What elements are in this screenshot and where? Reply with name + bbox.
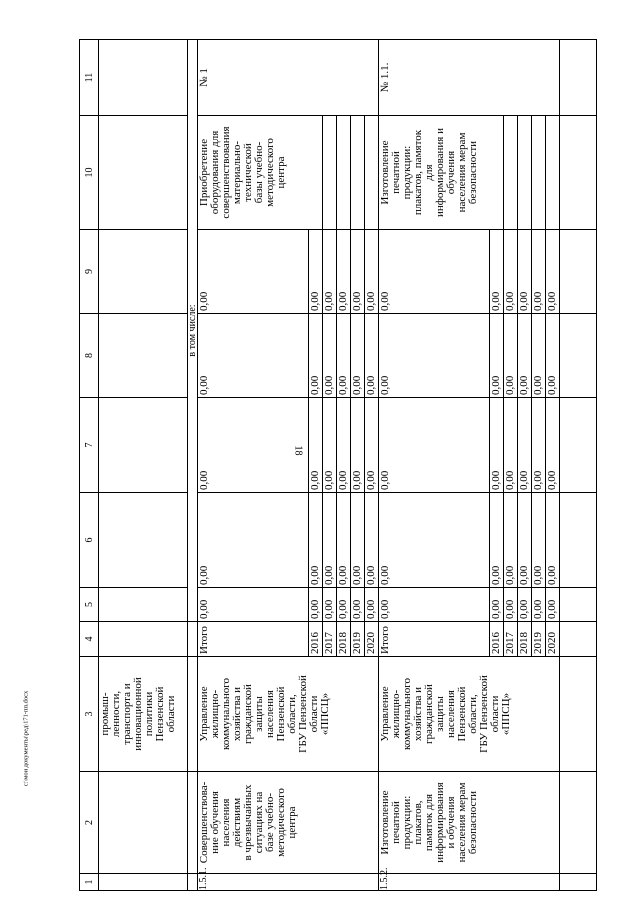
year-value: 0,00 — [351, 314, 365, 398]
year-value: 0,00 — [532, 398, 546, 493]
total-col8: 0,00 — [198, 314, 309, 398]
year-label: 2018 — [518, 622, 532, 657]
year-value: 0,00 — [490, 493, 504, 588]
total-col6: 0,00 — [379, 493, 490, 588]
col-header-11: 11 — [80, 40, 99, 116]
activity-executor: Управление жилищно- коммунального хозяйства и гражданской защиты населения Пензенской области, ГБУ Пензенской области «ППСЦ» — [198, 657, 379, 772]
year-value: 0,00 — [490, 314, 504, 398]
year-value: 0,00 — [309, 314, 323, 398]
year-value: 0,00 — [546, 493, 560, 588]
year-value: 0,00 — [365, 230, 379, 314]
col-header-7: 7 — [80, 398, 99, 493]
year-value: 0,00 — [323, 398, 337, 493]
col-header-9: 9 — [80, 230, 99, 314]
program-activities-table — [79, 39, 597, 891]
year-value: 0,00 — [518, 493, 532, 588]
year-value: 0,00 — [337, 588, 351, 622]
continuation-row — [99, 40, 188, 891]
column-numbers-row — [80, 40, 99, 891]
year-value: 0,00 — [365, 588, 379, 622]
continuation-executor: промыш- ленности, транспорта и инновационной политики Пензенской области — [99, 657, 188, 772]
year-value: 0,00 — [546, 314, 560, 398]
year-label: 2020 — [365, 622, 379, 657]
year-value: 0,00 — [309, 493, 323, 588]
col-header-3: 3 — [80, 657, 99, 772]
year-value: 0,00 — [490, 230, 504, 314]
year-value: 0,00 — [323, 588, 337, 622]
year-value: 0,00 — [337, 398, 351, 493]
year-value: 0,00 — [518, 588, 532, 622]
year-value: 0,00 — [490, 398, 504, 493]
year-value: 0,00 — [518, 398, 532, 493]
year-value: 0,00 — [323, 230, 337, 314]
year-label: 2019 — [351, 622, 365, 657]
indicator-number: № 1.1. — [379, 40, 560, 116]
year-value: 0,00 — [351, 398, 365, 493]
col-header-2: 2 — [80, 772, 99, 874]
rotated-table-sheet — [79, 40, 597, 891]
activity-row-1-5-2 — [379, 40, 490, 891]
filler-row — [560, 40, 597, 891]
year-value: 0,00 — [546, 230, 560, 314]
year-value: 0,00 — [323, 493, 337, 588]
year-value: 0,00 — [309, 398, 323, 493]
year-label: 2019 — [532, 622, 546, 657]
year-value: 0,00 — [504, 230, 518, 314]
total-col7: 0,00 — [198, 398, 309, 493]
year-value: 0,00 — [504, 493, 518, 588]
activity-name: Изготовление печатной продукции: плакатов, памяток для информирования и обучения населения мерам безопасности — [379, 772, 560, 874]
year-value: 0,00 — [351, 588, 365, 622]
year-value: 0,00 — [490, 588, 504, 622]
year-value: 0,00 — [504, 588, 518, 622]
total-col7: 0,00 — [379, 398, 490, 493]
total-col9: 0,00 — [379, 230, 490, 314]
year-value: 0,00 — [546, 588, 560, 622]
total-label: Итого — [379, 622, 490, 657]
year-value: 0,00 — [337, 314, 351, 398]
year-value: 0,00 — [351, 230, 365, 314]
year-value: 0,00 — [309, 588, 323, 622]
year-value: 0,00 — [532, 230, 546, 314]
footer-file-path: c:\мои документы\ред\171-пп.docx — [22, 690, 30, 787]
col-header-6: 6 — [80, 493, 99, 588]
activity-executor: Управление жилищно- коммунального хозяйства и гражданской защиты населения Пензенской области, ГБУ Пензенской области «ППСЦ» — [379, 657, 560, 772]
year-value: 0,00 — [309, 230, 323, 314]
year-value: 0,00 — [532, 588, 546, 622]
total-col9: 0,00 — [198, 230, 309, 314]
year-value: 0,00 — [365, 398, 379, 493]
subheader-row — [188, 40, 198, 891]
total-col5: 0,00 — [198, 588, 309, 622]
activity-row-1-5-1 — [198, 40, 309, 891]
year-value: 0,00 — [518, 314, 532, 398]
year-value: 0,00 — [532, 493, 546, 588]
total-col5: 0,00 — [379, 588, 490, 622]
in-that-number-label: в том числе: — [188, 40, 198, 622]
col-header-5: 5 — [80, 588, 99, 622]
year-label: 2020 — [546, 622, 560, 657]
year-label: 2017 — [323, 622, 337, 657]
total-col6: 0,00 — [198, 493, 309, 588]
row-number: 1.5.1. — [198, 874, 379, 891]
year-label: 2016 — [309, 622, 323, 657]
year-value: 0,00 — [546, 398, 560, 493]
indicator-number: № 1 — [198, 40, 379, 116]
year-value: 0,00 — [532, 314, 546, 398]
activity-name: Совершенствова- ние обучения населения действиям в чрезвычайных ситуациях на базе учебно- методического центра — [198, 772, 379, 874]
year-label: 2016 — [490, 622, 504, 657]
total-col8: 0,00 — [379, 314, 490, 398]
row-number: 1.5.2. — [379, 874, 560, 891]
col-header-10: 10 — [80, 116, 99, 230]
page-number: 18 — [292, 445, 304, 456]
year-value: 0,00 — [351, 493, 365, 588]
col-header-8: 8 — [80, 314, 99, 398]
year-label: 2018 — [337, 622, 351, 657]
total-label: Итого — [198, 622, 309, 657]
activity-result: Приобретение оборудования для совершенствования материально- технической базы учебно- методического центра — [198, 116, 323, 230]
year-value: 0,00 — [518, 230, 532, 314]
year-value: 0,00 — [365, 493, 379, 588]
year-value: 0,00 — [504, 398, 518, 493]
year-value: 0,00 — [323, 314, 337, 398]
year-value: 0,00 — [365, 314, 379, 398]
year-value: 0,00 — [337, 230, 351, 314]
year-value: 0,00 — [337, 493, 351, 588]
year-value: 0,00 — [504, 314, 518, 398]
col-header-1: 1 — [80, 874, 99, 891]
year-label: 2017 — [504, 622, 518, 657]
activity-result: Изготовление печатной продукции: плакатов, памяток для информирования и обучения населения мерам безопасности — [379, 116, 504, 230]
col-header-4: 4 — [80, 622, 99, 657]
